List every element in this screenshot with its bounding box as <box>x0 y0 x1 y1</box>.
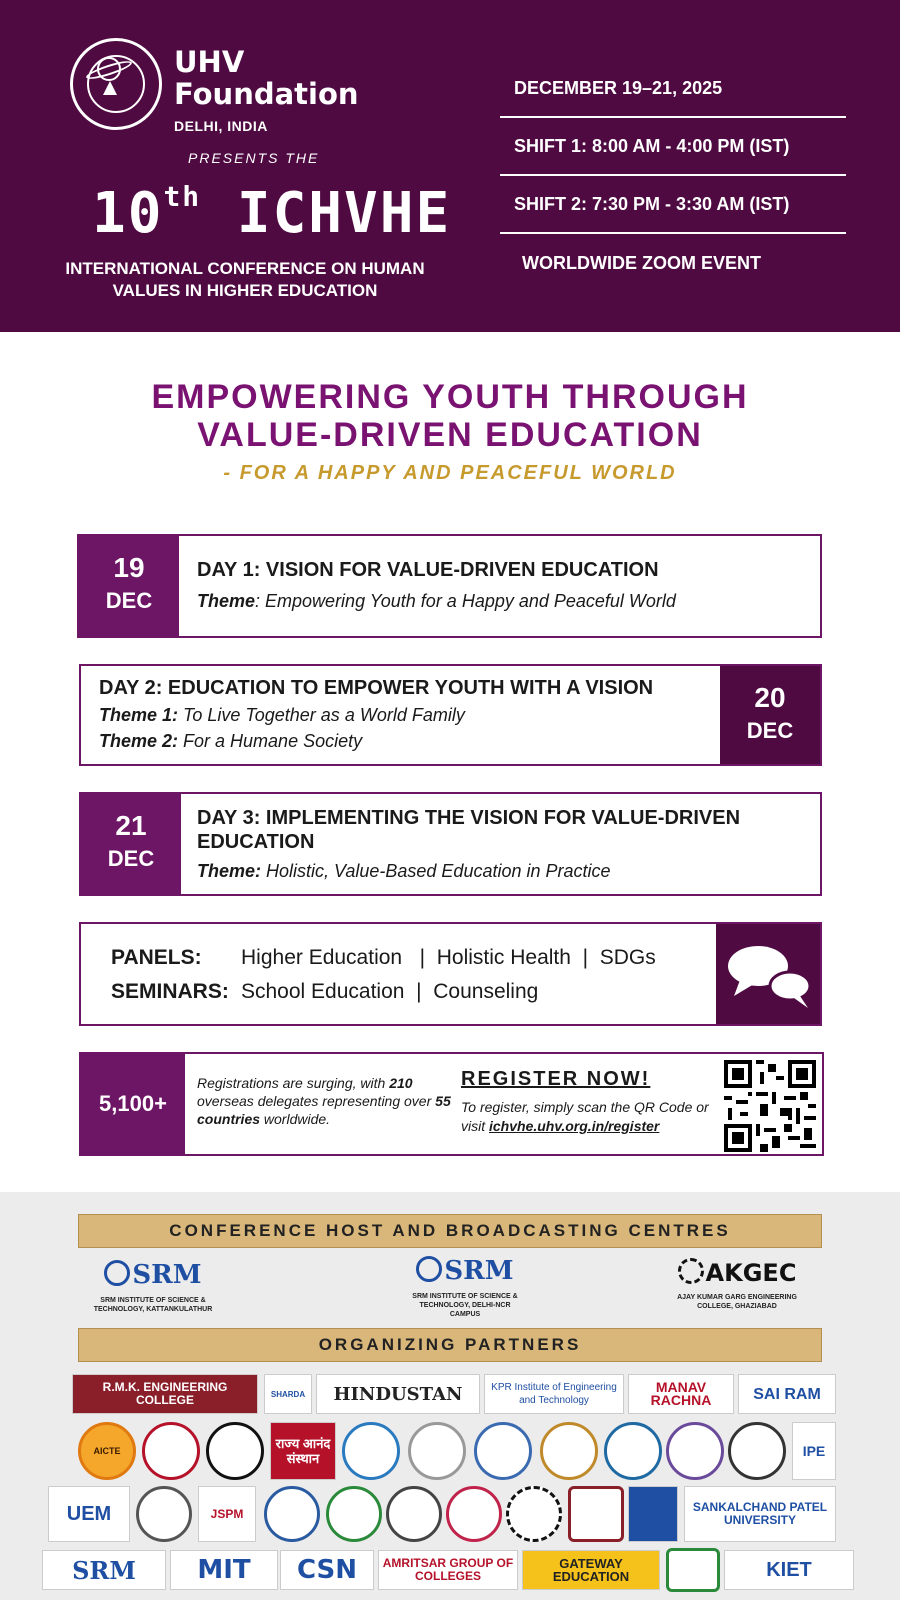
partner-seal-7-icon <box>264 1486 320 1542</box>
partner-seal-8-icon <box>326 1486 382 1542</box>
qr-code-icon[interactable] <box>724 1060 816 1152</box>
register-instruction: To register, simply scan the QR Code or visit ichvhe.uhv.org.in/register <box>461 1099 709 1134</box>
shift-1: SHIFT 1: 8:00 AM - 4:00 PM (IST) <box>500 118 846 176</box>
day-2-title: DAY 2: EDUCATION TO EMPOWER YOUTH WITH A VISION <box>99 677 654 699</box>
register-link[interactable]: ichvhe.uhv.org.in/register <box>489 1118 660 1134</box>
partner-aicte: AICTE <box>78 1422 136 1480</box>
seminars-row: SEMINARS: School Education | Counseling <box>111 980 539 1003</box>
day-2-card <box>79 664 822 766</box>
partner-seal-9-icon <box>386 1486 442 1542</box>
partner-rmk: R.M.K. ENGINEERING COLLEGE <box>72 1374 258 1414</box>
partner-kpr: KPR Institute of Engineering and Technology <box>484 1374 624 1414</box>
partner-gear-icon <box>506 1486 562 1542</box>
partner-seal-11-icon <box>568 1486 624 1542</box>
partner-seal-5-icon <box>728 1422 786 1480</box>
day-2-date: 20 DEC <box>720 666 820 764</box>
shift-2: SHIFT 2: 7:30 PM - 3:30 AM (IST) <box>500 176 846 234</box>
partner-mit: MIT <box>170 1550 278 1590</box>
event-mode: WORLDWIDE ZOOM EVENT <box>522 252 761 273</box>
host-akgec: AKGEC AJAY KUMAR GARG ENGINEERING COLLEGE, GHAZIABAD <box>662 1258 812 1311</box>
day-1-title: DAY 1: VISION FOR VALUE-DRIVEN EDUCATION <box>197 559 659 581</box>
srm-logo: SRM <box>78 1260 228 1290</box>
presents-label: PRESENTS THE <box>188 150 320 166</box>
day-1-card <box>77 534 822 638</box>
day-2-theme-1: Theme 1: To Live Together as a World Family <box>99 705 465 725</box>
partner-seal-blue-icon <box>342 1422 400 1480</box>
panels-card <box>79 922 822 1026</box>
day-3-date: 21 DEC <box>81 794 181 894</box>
partner-uem: UEM <box>48 1486 130 1542</box>
partner-sankalchand: SANKALCHAND PATEL UNIVERSITY <box>684 1486 836 1542</box>
partner-jspm: JSPM <box>198 1486 256 1542</box>
registration-count: 5,100+ <box>81 1054 185 1154</box>
srm-logo: SRM <box>390 1256 540 1286</box>
partner-sharda: SHARDA <box>264 1374 312 1414</box>
partners-section <box>0 1192 900 1600</box>
partner-seal-6-icon <box>136 1486 192 1542</box>
partners-heading: ORGANIZING PARTNERS <box>78 1328 822 1362</box>
register-now-heading: REGISTER NOW! <box>461 1068 651 1090</box>
day-3-theme: Theme: Holistic, Value-Based Education in Practice <box>197 861 611 881</box>
conference-title: 10th ICHVHE <box>92 180 452 246</box>
day-3-card <box>79 792 822 896</box>
day-3-title: DAY 3: IMPLEMENTING THE VISION FOR VALUE-DRIVEN EDUCATION <box>197 807 741 853</box>
day-1-date: 19 DEC <box>79 536 179 636</box>
partner-kiit-icon <box>666 1548 720 1592</box>
partner-ydf-icon <box>206 1422 264 1480</box>
org-name: UHV Foundation <box>174 45 359 111</box>
hosts-heading: CONFERENCE HOST AND BROADCASTING CENTRES <box>78 1214 822 1248</box>
host-srm-delhi-ncr: SRM SRM INSTITUTE OF SCIENCE & TECHNOLOGY, DELHI-NCR CAMPUS <box>390 1256 540 1319</box>
theme-title: EMPOWERING YOUTH THROUGH VALUE-DRIVEN EDUCATION <box>151 378 749 454</box>
host-srm-kattankulathur: SRM SRM INSTITUTE OF SCIENCE & TECHNOLOGY, KATTANKULATHUR <box>78 1260 228 1314</box>
partner-hindustan: HINDUSTAN <box>316 1374 480 1414</box>
panels-row: PANELS: Higher Education | Holistic Health | SDGs <box>111 946 656 969</box>
chat-bubbles-icon <box>716 924 820 1024</box>
partner-gateway: GATEWAY EDUCATION <box>522 1550 660 1590</box>
event-dates: DECEMBER 19–21, 2025 <box>500 60 846 118</box>
event-details <box>500 60 846 292</box>
day-2-theme-2: Theme 2: For a Humane Society <box>99 731 363 751</box>
partner-kiet: KIET <box>724 1550 854 1590</box>
partner-sairam: SAI RAM <box>738 1374 836 1414</box>
partner-amritsar: AMRITSAR GROUP OF COLLEGES <box>378 1550 518 1590</box>
theme-subtitle: - FOR A HAPPY AND PEACEFUL WORLD <box>223 462 677 484</box>
partner-ipe: IPE <box>792 1422 836 1480</box>
partner-csn: CSN <box>280 1550 374 1590</box>
partner-manav-rachna: MANAV RACHNA <box>628 1374 734 1414</box>
partner-seal-3-icon <box>604 1422 662 1480</box>
partner-seal-red-icon <box>142 1422 200 1480</box>
partner-blue-badge-icon <box>628 1486 678 1542</box>
akgec-logo: AKGEC <box>662 1258 812 1287</box>
partner-rajya-anand: राज्य आनंद संस्थान <box>270 1422 336 1480</box>
partner-seal-2-icon <box>540 1422 598 1480</box>
partner-srm: SRM <box>42 1550 166 1590</box>
org-location: DELHI, INDIA <box>174 118 268 134</box>
day-1-theme: Theme: Empowering Youth for a Happy and Peaceful World <box>197 591 676 611</box>
header-banner <box>0 0 900 332</box>
partner-seal-4-icon <box>666 1422 724 1480</box>
registration-card <box>79 1052 824 1156</box>
partner-seal-grey-icon <box>408 1422 466 1480</box>
registration-stats: Registrations are surging, with 210 overseas delegates representing over 55 countries worldwide. <box>197 1075 451 1127</box>
partner-seal-10-icon <box>446 1486 502 1542</box>
conference-full-name: INTERNATIONAL CONFERENCE ON HUMAN VALUES IN HIGHER EDUCATION <box>65 259 425 300</box>
partner-seal-1-icon <box>474 1422 532 1480</box>
uhv-emblem-icon <box>70 38 162 130</box>
